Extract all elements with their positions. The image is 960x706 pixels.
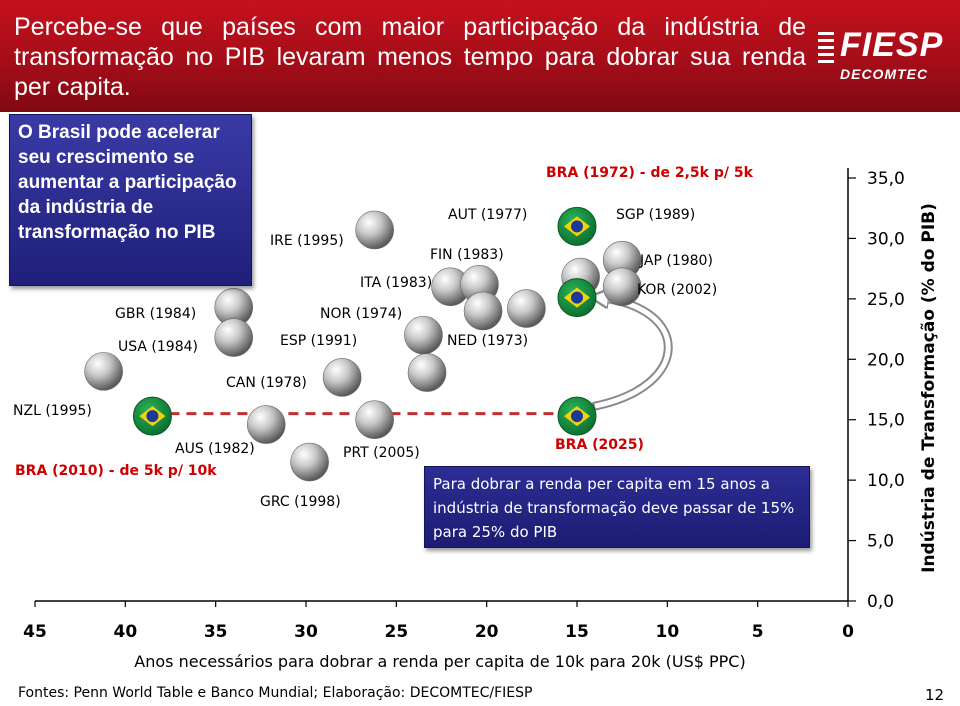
brazil-flag-point (558, 279, 596, 317)
x-tick-label: 0 (842, 622, 854, 642)
point-label: NOR (1974) (320, 306, 403, 322)
x-tick-label: 20 (474, 622, 499, 642)
x-tick-label: 35 (203, 622, 228, 642)
y-axis-label: Indústria de Transformação (% do PIB) (919, 203, 939, 573)
point-label: AUT (1977) (448, 207, 528, 223)
y-tick-label: 20,0 (867, 350, 905, 371)
point-label: NZL (1995) (13, 403, 92, 419)
x-axis-label: Anos necessários para dobrar a renda per capita de 10k para 20k (US$ PPC) (134, 652, 746, 671)
y-tick-label: 15,0 (867, 410, 905, 431)
logo-sub-text: DECOMTEC (840, 66, 929, 82)
page-title: Percebe-se que países com maior participação da indústria de transformação no PIB levaram menos tempo para dobrar sua renda per capita. (14, 13, 806, 101)
brazil-globe (571, 292, 583, 304)
point-label: AUS (1982) (175, 441, 255, 457)
logo-main-text: FIESP (840, 26, 944, 64)
country-point (404, 316, 442, 354)
brazil-flag-point (133, 397, 171, 435)
x-tick-label: 40 (113, 622, 138, 642)
point-label: USA (1984) (118, 339, 198, 355)
point-label: BRA (2025) (555, 437, 644, 453)
country-point (291, 443, 329, 481)
y-tick-label: 30,0 (867, 229, 905, 250)
country-point (85, 352, 123, 390)
y-tick-label: 10,0 (867, 471, 905, 492)
y-tick-label: 5,0 (867, 531, 895, 552)
country-point (507, 290, 545, 328)
point-label: ESP (1991) (280, 333, 358, 349)
point-label: BRA (2010) - de 5k p/ 10k (15, 463, 217, 479)
brazil-globe (146, 410, 158, 422)
sources-footer: Fontes: Penn World Table e Banco Mundial; Elaboração: DECOMTEC/FIESP (18, 685, 533, 701)
x-tick-label: 10 (655, 622, 680, 642)
country-point (356, 401, 394, 439)
country-point (356, 211, 394, 249)
brazil-flag-point (558, 397, 596, 435)
x-tick-label: 15 (565, 622, 589, 642)
progress-arrow (595, 298, 668, 406)
country-point (464, 292, 502, 330)
y-tick-label: 35,0 (867, 169, 905, 189)
point-label: GBR (1984) (115, 306, 197, 322)
country-point (323, 358, 361, 396)
point-label: PRT (2005) (343, 445, 420, 461)
page-number: 12 (925, 686, 945, 704)
point-label: NED (1973) (447, 333, 529, 349)
x-tick-label: 45 (23, 622, 47, 642)
y-tick-label: 0,0 (867, 592, 895, 612)
country-point (408, 354, 446, 392)
point-label: JAP (1980) (640, 253, 713, 269)
country-point (215, 319, 253, 357)
x-tick-label: 30 (294, 622, 318, 642)
point-label: CAN (1978) (226, 375, 307, 391)
country-point (603, 268, 641, 306)
brazil-globe (571, 410, 583, 422)
point-label: SGP (1989) (616, 207, 696, 223)
x-tick-label: 5 (751, 622, 764, 642)
point-label: IRE (1995) (270, 233, 344, 249)
y-tick-label: 25,0 (867, 289, 905, 310)
x-tick-label: 25 (384, 622, 409, 642)
brazil-flag-point (558, 207, 596, 245)
point-label: ITA (1983) (360, 275, 433, 291)
point-label: KOR (2002) (637, 282, 718, 298)
point-label: GRC (1998) (260, 494, 341, 510)
brazil-globe (571, 220, 583, 232)
note-box: Para dobrar a renda per capita em 15 anos a indústria de transformação deve passar de 15% para 25% do PIB (424, 466, 810, 548)
callout-box: O Brasil pode acelerar seu crescimento se aumentar a participação da indústria de transformação no PIB (9, 114, 252, 286)
point-label: BRA (1972) - de 2,5k p/ 5k (546, 165, 753, 181)
country-point (247, 406, 285, 444)
point-label: FIN (1983) (430, 247, 504, 263)
